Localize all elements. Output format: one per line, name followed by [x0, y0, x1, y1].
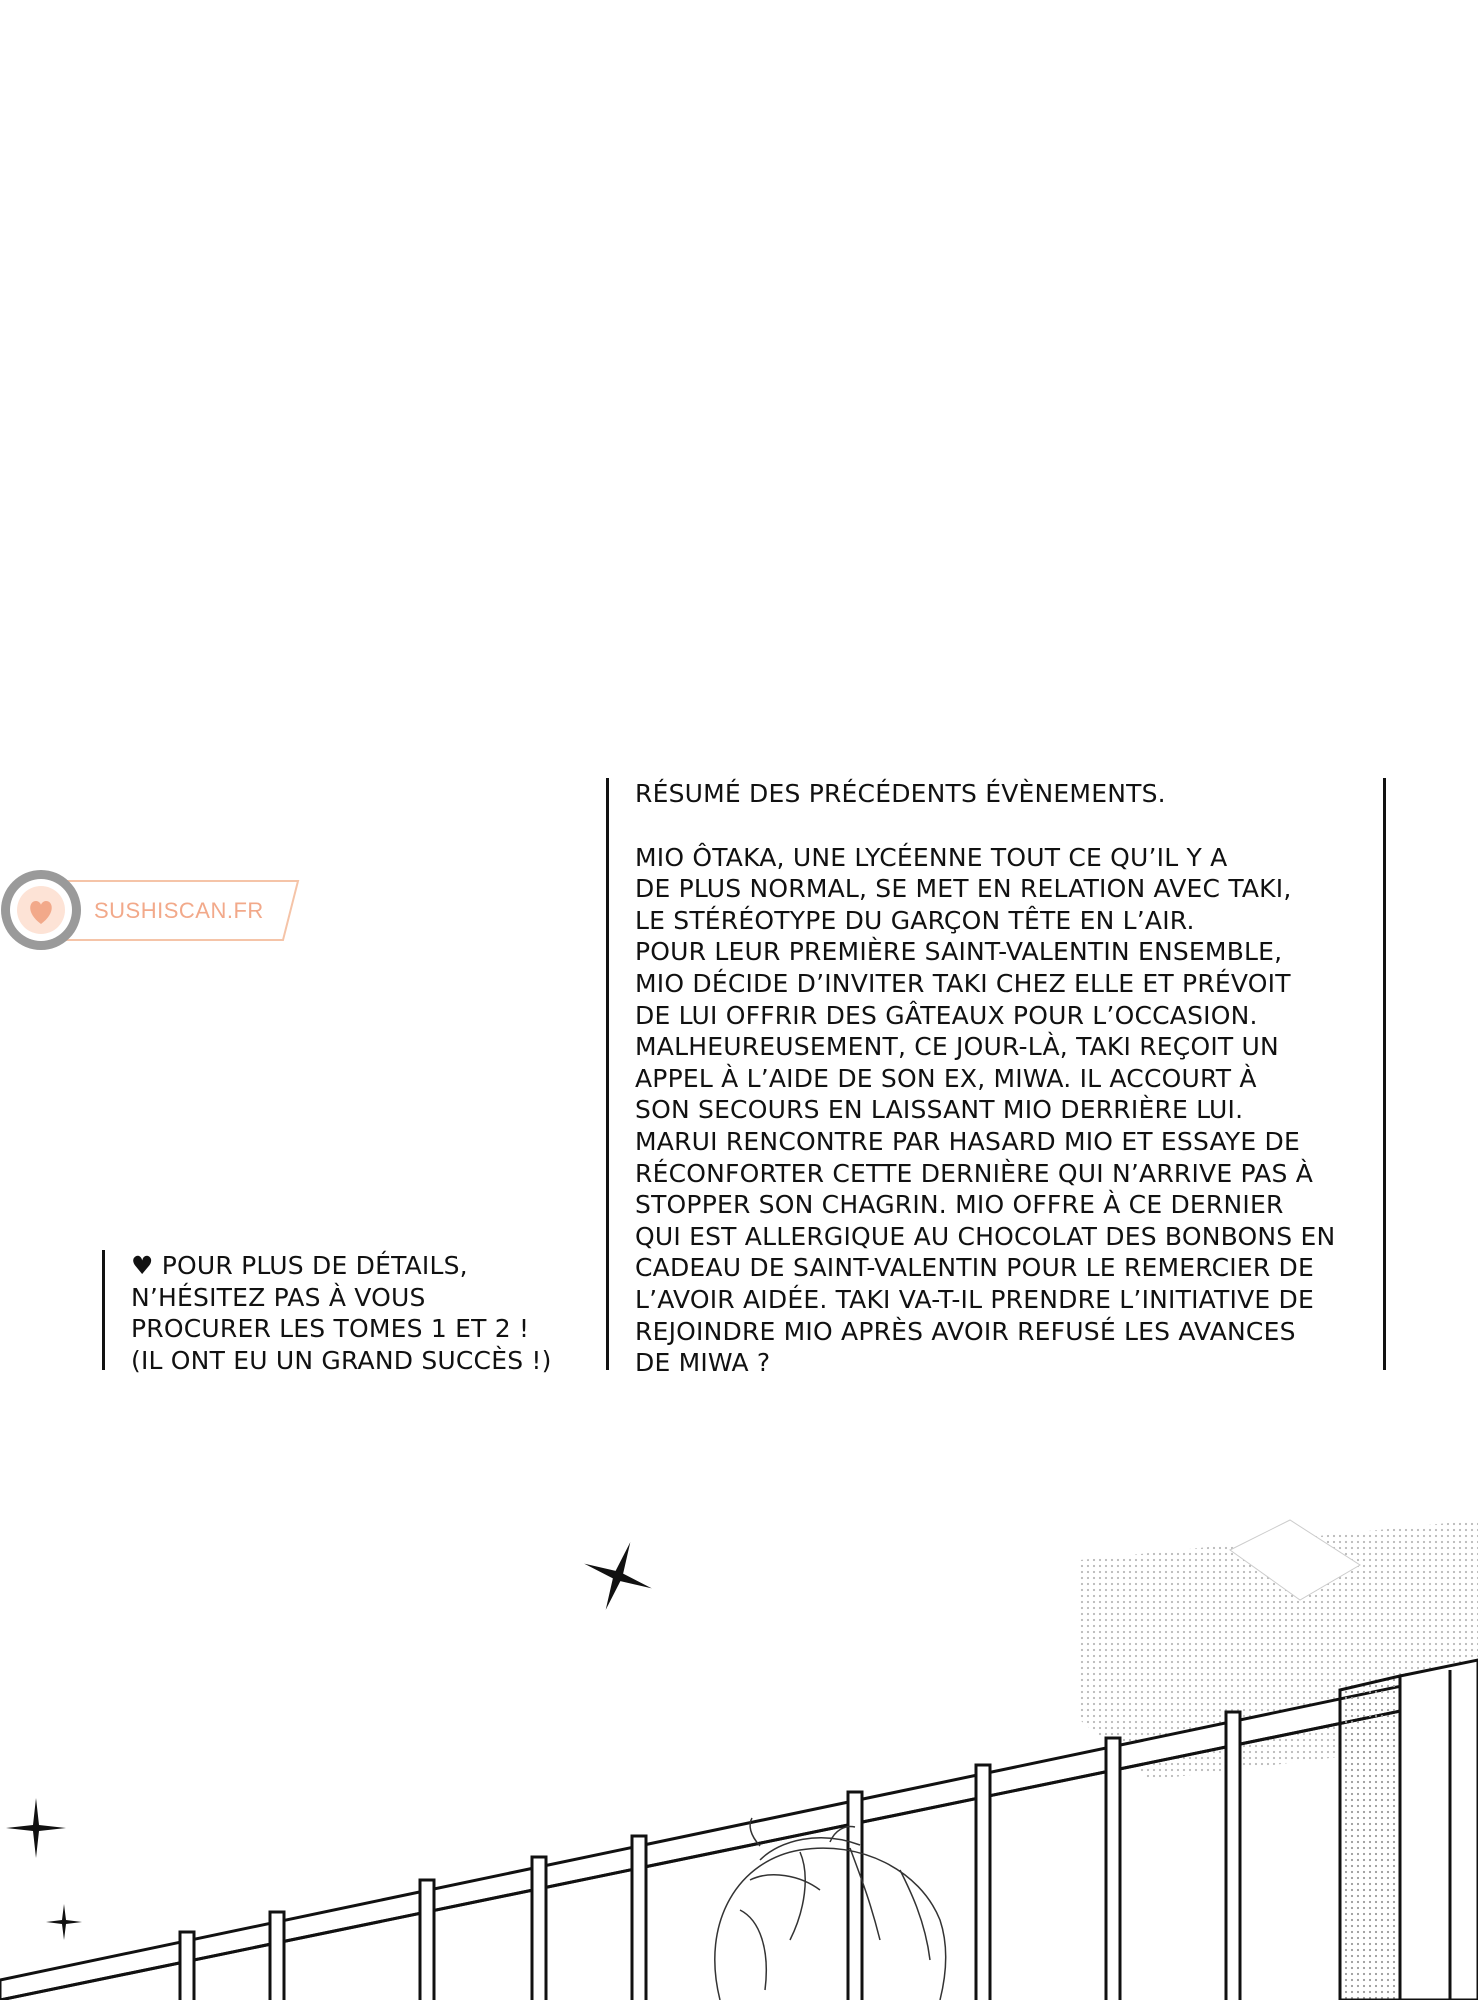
- summary-line: MIO ÔTAKA, UNE LYCÉENNE TOUT CE QU’IL Y A: [635, 842, 1228, 872]
- summary-line: L’AVOIR AIDÉE. TAKI VA-T-IL PRENDRE L’INITIATIVE DE: [635, 1284, 1314, 1314]
- summary-title: RÉSUMÉ DES PRÉCÉDENTS ÉVÈNEMENTS.: [635, 779, 1166, 808]
- summary-line: REJOINDRE MIO APRÈS AVOIR REFUSÉ LES AVANCES: [635, 1316, 1296, 1346]
- note-line: PROCURER LES TOMES 1 ET 2 !: [131, 1314, 530, 1344]
- sparkle-icon: [572, 1530, 664, 1622]
- heart-bullet-icon: ♥: [131, 1251, 154, 1280]
- summary-line: QUI EST ALLERGIQUE AU CHOCOLAT DES BONBONS EN: [635, 1221, 1336, 1251]
- watermark-text: SUSHISCAN.FR: [94, 898, 264, 923]
- summary-line: CADEAU DE SAINT-VALENTIN POUR LE REMERCIER DE: [635, 1253, 1314, 1283]
- summary-body: [635, 842, 1383, 1379]
- summary-line: SON SECOURS EN LAISSANT MIO DERRIÈRE LUI.: [635, 1095, 1244, 1125]
- summary-line: DE LUI OFFRIR DES GÂTEAUX POUR L’OCCASION.: [635, 1000, 1258, 1030]
- summary-line: MIO DÉCIDE D’INVITER TAKI CHEZ ELLE ET PRÉVOIT: [635, 968, 1291, 998]
- summary-line: DE PLUS NORMAL, SE MET EN RELATION AVEC TAKI,: [635, 874, 1292, 904]
- sparkle-icon: [46, 1904, 82, 1940]
- summary-line: POUR LEUR PREMIÈRE SAINT-VALENTIN ENSEMBLE,: [635, 937, 1283, 967]
- sparkle-icon: [6, 1798, 66, 1858]
- watermark-logo: [0, 868, 310, 958]
- note-line-text: POUR PLUS DE DÉTAILS,: [161, 1251, 468, 1280]
- summary-line: DE MIWA ?: [635, 1348, 771, 1378]
- summary-line: STOPPER SON CHAGRIN. MIO OFFRE À CE DERNIER: [635, 1190, 1284, 1220]
- note-line: N’HÉSITEZ PAS À VOUS: [131, 1282, 426, 1312]
- note-line: [131, 1250, 582, 1282]
- summary-box: [606, 778, 1386, 1378]
- summary-line: LE STÉRÉOTYPE DU GARÇON TÊTE EN L’AIR.: [635, 905, 1195, 935]
- summary-line: APPEL À L’AIDE DE SON EX, MIWA. IL ACCOURT À: [635, 1063, 1257, 1093]
- summary-line: RÉCONFORTER CETTE DERNIÈRE QUI N’ARRIVE PAS À: [635, 1158, 1313, 1188]
- summary-line: MALHEUREUSEMENT, CE JOUR-LÀ, TAKI REÇOIT UN: [635, 1032, 1279, 1062]
- manga-illustration: [0, 1480, 1478, 2000]
- note-box: [102, 1250, 582, 1375]
- note-line: (IL ONT EU UN GRAND SUCCÈS !): [131, 1345, 552, 1375]
- summary-line: MARUI RENCONTRE PAR HASARD MIO ET ESSAYE DE: [635, 1126, 1300, 1156]
